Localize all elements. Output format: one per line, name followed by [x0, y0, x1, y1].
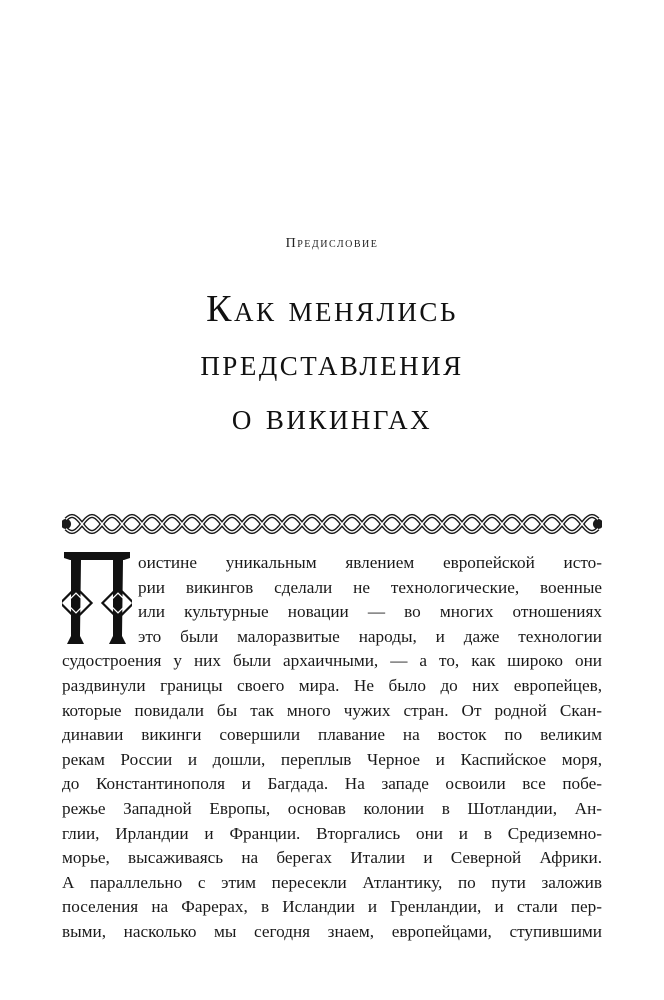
body-line: глии, Ирландии и Франции. Вторгались они и в Средиземно- [62, 823, 602, 843]
body-line: или культурные новации — во многих отношениях [138, 602, 602, 622]
chapter-title [0, 282, 664, 444]
body-line: морье, высаживаясь на берегах Италии и Северной Африки. [62, 848, 602, 868]
body-line: оистине уникальным явлением европейской исто- [138, 553, 602, 572]
preface-label: Предисловие [285, 236, 379, 251]
body-line: рекам России и дошли, переплыв Черное и Каспийское моря, [62, 749, 602, 769]
body-line: раздвинули границы своего мира. Не было до них европейцев, [62, 675, 602, 695]
body-line: поселения на Фарерах, в Исландии и Гренландии, и стали пер- [62, 897, 602, 917]
body-line: А параллельно с этим пересекли Атлантику, по пути заложив [62, 872, 602, 892]
body-line: это были малоразвитые народы, и даже технологии [138, 626, 602, 646]
body-line: судостроения у них были архаичными, — а то, как широко они [62, 651, 602, 671]
body-line: до Константинополя и Багдада. На западе освоили все побе- [62, 774, 602, 794]
body-line: которые повидали бы так много чужих стран. От родной Скан- [62, 700, 602, 720]
body-line: рии викингов сделали не технологические, военные [138, 577, 602, 597]
body-line: динавии викинги совершили плавание на восток по великим [62, 725, 602, 745]
title-line-2: представления [200, 342, 464, 384]
body-line: режье Западной Европы, основав колонии в Шотландии, Ан- [62, 798, 602, 818]
body-line: выми, насколько мы сегодня знаем, европейцами, ступившими [62, 921, 602, 941]
knotwork-divider-icon [62, 510, 602, 538]
title-line-1: Как менялись [206, 288, 458, 330]
title-line-3: о викингах [231, 396, 433, 438]
body-text [62, 551, 602, 945]
